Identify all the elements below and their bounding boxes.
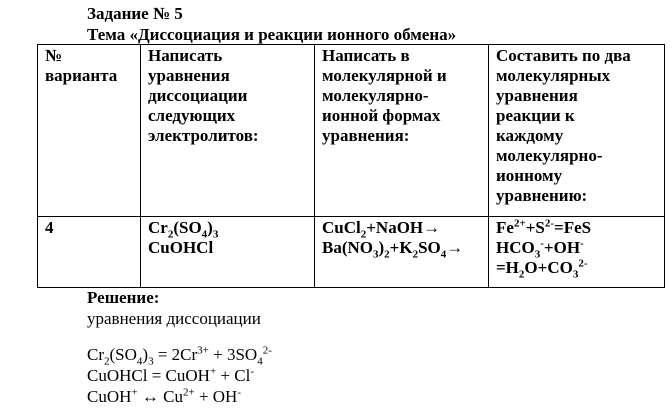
header-dissociation: Написать уравнения диссоциации следующих электролитов: <box>141 45 315 217</box>
cell-ionic-equations <box>489 217 665 288</box>
cell-electrolytes <box>141 217 315 288</box>
task-title: Задание № 5 <box>87 4 183 23</box>
header-variant: № варианта <box>38 45 141 217</box>
solution-subtitle: уравнения диссоциации <box>87 309 261 328</box>
table-header-row <box>38 45 665 217</box>
table-row <box>38 217 665 288</box>
ionic-eq-h2o-co3: $=H_2O+CO_3^{2-}$ <box>496 257 588 281</box>
equation-cuoh: CuOH+ ↔ $Cu^{2+} + OH^-$ <box>87 386 242 406</box>
ionic-eq-fes: $Fe^{2+}+S^{2-}=FeS$ <box>496 217 592 237</box>
ionic-eq-hco3-oh: $HCO_3^-+OH^-$ <box>496 237 584 261</box>
header-molecular-ionic: Написать в молекулярной и молекулярно- ионной формах уравнения: <box>315 45 489 217</box>
cell-reactions <box>315 217 489 288</box>
cell-variant: 4 <box>38 217 141 288</box>
header-compose-equations: Составить по два молекулярных уравнения реакции к каждому молекулярно- ионному уравнению: <box>489 45 665 217</box>
formula-cr2so43: $Cr_2(SO_4)_3$ <box>148 218 219 241</box>
reaction-cucl2-naoh: CuCl$_2$+NaOH→ <box>322 218 441 241</box>
equation-cuohcl: CuOHCl = CuOH+ + Cl- <box>87 365 254 385</box>
solution-label: Решение: <box>87 288 160 307</box>
equation-cr2so43: $Cr_2(SO_4)_3 = 2Cr^{3+} + 3SO_4^{2-}$ <box>87 344 272 368</box>
reaction-bano32-k2so4: $Ba(NO_3)_2+K_2SO_4\to$ <box>322 238 464 261</box>
topic-title: Тема «Диссоциация и реакции ионного обмена» <box>87 25 457 44</box>
formula-cuohcl: CuOHCl <box>148 238 214 257</box>
task-table <box>37 44 665 288</box>
